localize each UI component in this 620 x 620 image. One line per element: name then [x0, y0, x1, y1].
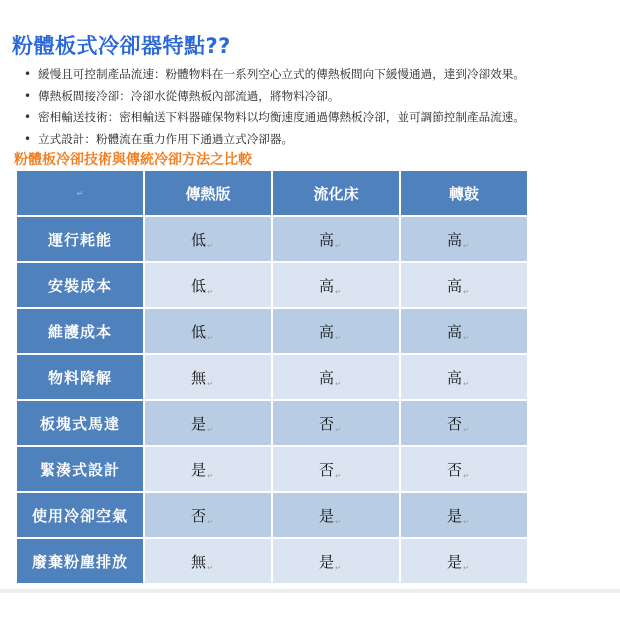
row-header: 安裝成本: [16, 262, 144, 308]
feature-item: [22, 129, 618, 151]
cell-value: 高: [319, 276, 335, 295]
row-header: 維護成本: [16, 308, 144, 354]
table-cell: [400, 538, 528, 584]
table-row: [16, 354, 528, 400]
cell-value: 高: [447, 276, 463, 295]
bullet-icon: •: [24, 88, 32, 103]
table-cell: [144, 492, 272, 538]
return-mark-icon: ↵: [463, 379, 469, 388]
row-header: 緊湊式設計: [16, 446, 144, 492]
return-mark-icon: ↵: [335, 287, 341, 296]
return-mark-icon: ↵: [207, 517, 213, 526]
table-cell: [272, 446, 400, 492]
return-mark-icon: ↵: [207, 425, 213, 434]
cell-value: 高: [319, 230, 335, 249]
cell-value: 是: [447, 552, 463, 571]
cell-value: 是: [191, 414, 207, 433]
cell-value: 高: [319, 322, 335, 341]
feature-text: 立式設計：粉體流在重力作用下通過立式冷卻器。: [38, 131, 294, 146]
return-mark-icon: ↵: [207, 241, 213, 250]
cell-value: 無: [191, 368, 207, 387]
feature-item: [22, 64, 618, 86]
feature-text: 傳熱板間接冷卻：冷卻水從傳熱板內部流過，將物料冷卻。: [38, 88, 340, 103]
cell-value: 否: [447, 460, 463, 479]
table-cell: [272, 262, 400, 308]
table-corner-cell: ↵: [16, 170, 144, 216]
return-mark-icon: ↵: [463, 563, 469, 572]
return-mark-icon: ↵: [207, 333, 213, 342]
return-mark-icon: ↵: [207, 471, 213, 480]
table-cell: [144, 400, 272, 446]
return-mark-icon: ↵: [463, 517, 469, 526]
row-header: 物料降解: [16, 354, 144, 400]
table-cell: [144, 262, 272, 308]
return-mark-icon: ↵: [463, 425, 469, 434]
column-header: 流化床: [272, 170, 400, 216]
cell-value: 無: [191, 552, 207, 571]
feature-text: 緩慢且可控制產品流速：粉體物料在一系列空心立式的傳熱板間向下緩慢通過，達到冷卻效果。: [38, 67, 525, 81]
cell-value: 否: [447, 414, 463, 433]
table-header-row: [16, 170, 528, 216]
return-mark-icon: ↵: [335, 425, 341, 434]
cell-value: 是: [191, 460, 207, 479]
table-cell: [400, 400, 528, 446]
bullet-icon: •: [24, 110, 32, 124]
table-row: [16, 400, 528, 446]
table-cell: [144, 538, 272, 584]
table-cell: [144, 446, 272, 492]
table-caption: 粉體板冷卻技術與傳統冷卻方法之比較: [14, 152, 252, 168]
comparison-table-container: [16, 170, 528, 584]
table-cell: [272, 538, 400, 584]
table-row: [16, 262, 528, 308]
table-row: [16, 216, 528, 262]
feature-item: [22, 107, 618, 129]
table-cell: [272, 216, 400, 262]
table-cell: [272, 308, 400, 354]
cell-value: 否: [319, 460, 335, 479]
cell-value: 是: [447, 506, 463, 525]
cell-value: 是: [319, 552, 335, 571]
feature-text: 密相輸送技術：密相輸送下料器確保物料以均衡速度通過傳熱板冷卻，並可調節控制產品流速。: [38, 110, 525, 124]
table-row: [16, 538, 528, 584]
return-mark-icon: ↵: [463, 333, 469, 342]
cell-value: 低: [191, 230, 207, 249]
row-header: 廢棄粉塵排放: [16, 538, 144, 584]
table-cell: [400, 308, 528, 354]
column-header: 轉鼓: [400, 170, 528, 216]
page-title: 粉體板式冷卻器特點??: [12, 34, 231, 58]
bullet-icon: •: [24, 67, 32, 81]
table-cell: [272, 492, 400, 538]
return-mark-icon: ↵: [207, 287, 213, 296]
table-cell: [272, 400, 400, 446]
column-header: 傳熱版: [144, 170, 272, 216]
cell-value: 否: [191, 506, 207, 525]
row-header: 板塊式馬達: [16, 400, 144, 446]
cell-value: 是: [319, 506, 335, 525]
table-cell: [400, 446, 528, 492]
return-mark-icon: ↵: [207, 379, 213, 388]
cell-value: 低: [191, 276, 207, 295]
return-mark-icon: ↵: [335, 517, 341, 526]
return-mark-icon: ↵: [335, 333, 341, 342]
cell-value: 高: [447, 368, 463, 387]
return-mark-icon: ↵: [463, 471, 469, 480]
table-cell: [144, 216, 272, 262]
table-cell: [144, 354, 272, 400]
cell-value: 否: [319, 414, 335, 433]
comparison-table: [16, 170, 528, 584]
table-cell: [400, 354, 528, 400]
return-mark-icon: ↵: [335, 379, 341, 388]
table-cell: [144, 308, 272, 354]
row-header: 使用冷卻空氣: [16, 492, 144, 538]
return-mark-icon: ↵: [335, 471, 341, 480]
table-cell: [400, 216, 528, 262]
return-mark-icon: ↵: [463, 241, 469, 250]
table-row: [16, 492, 528, 538]
return-mark-icon: ↵: [335, 563, 341, 572]
table-cell: [272, 354, 400, 400]
table-row: [16, 308, 528, 354]
table-cell: [400, 262, 528, 308]
cell-value: 高: [447, 230, 463, 249]
cell-value: 低: [191, 322, 207, 341]
return-mark-icon: ↵: [463, 287, 469, 296]
feature-list: [22, 64, 618, 150]
table-cell: [400, 492, 528, 538]
page-bottom-divider: [0, 589, 620, 593]
return-mark-icon: ↵: [207, 563, 213, 572]
return-mark-icon: ↵: [335, 241, 341, 250]
table-row: [16, 446, 528, 492]
bullet-icon: •: [24, 131, 32, 146]
feature-item: [22, 86, 618, 108]
cell-value: 高: [319, 368, 335, 387]
row-header: 運行耗能: [16, 216, 144, 262]
cell-value: 高: [447, 322, 463, 341]
